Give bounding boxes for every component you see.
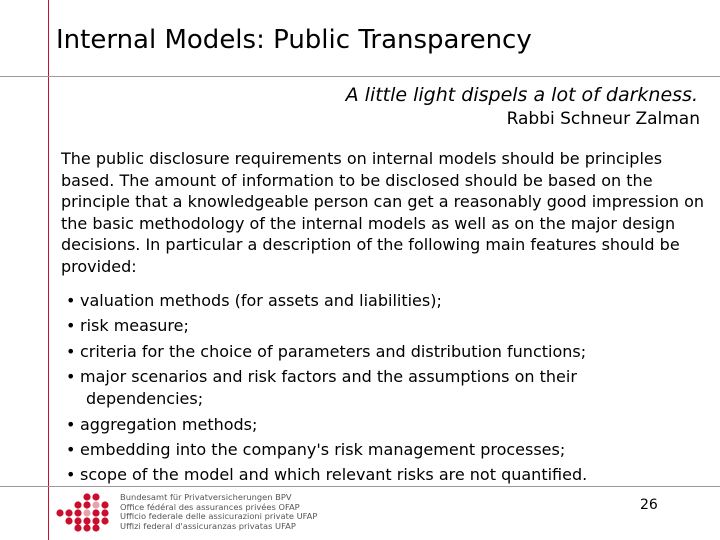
bullet-continuation: dependencies; xyxy=(86,389,204,409)
bullet-item xyxy=(66,414,706,437)
logo-dot xyxy=(92,517,99,524)
logo-dot xyxy=(83,501,90,508)
vertical-accent-line xyxy=(48,0,49,540)
bullet-text: valuation methods (for assets and liabilities); xyxy=(80,291,442,310)
bullet-text: criteria for the choice of parameters and distribution functions; xyxy=(80,341,587,361)
logo-dot xyxy=(101,501,108,508)
bullet-item xyxy=(66,439,706,462)
logo-dot xyxy=(92,509,99,516)
logo-dot xyxy=(83,493,90,500)
logo-dot xyxy=(101,517,108,524)
bullet-text: risk measure; xyxy=(80,316,189,336)
page-number: 26 xyxy=(640,497,658,513)
bullet-text: major scenarios and risk factors and the assumptions on their xyxy=(80,366,577,386)
feature-bullet-list xyxy=(66,290,706,490)
bullet-dot-icon: • xyxy=(66,341,76,361)
bullet-text: aggregation methods; xyxy=(80,414,258,434)
bullet-dot-icon: • xyxy=(66,465,76,485)
bullet-dot-icon: • xyxy=(66,414,76,434)
bullet-item xyxy=(66,464,706,487)
title-divider xyxy=(0,76,720,77)
body-paragraph: The public disclosure requirements on internal models should be principles based. The amount of information to be disclosed should be based on the principle that a knowledgeable person can get a reasonably good impression on the basic methodology of the internal models as well as on the major design decisions. In particular a description of the following main features should be provided: xyxy=(61,149,705,276)
epigraph-quote: A little light dispels a lot of darkness. xyxy=(345,84,698,106)
logo-dot xyxy=(74,501,81,508)
bullet-item xyxy=(66,341,706,364)
bullet-dot-icon: • xyxy=(66,291,76,310)
bullet-dot-icon: • xyxy=(66,439,76,459)
logo-dot xyxy=(83,509,90,516)
bullet-dot-icon: • xyxy=(66,316,76,336)
federal-dots-logo xyxy=(54,492,110,532)
logo-dot xyxy=(74,509,81,516)
bullet-item xyxy=(66,315,706,338)
logo-dot-grid xyxy=(56,493,108,531)
logo-dot xyxy=(74,517,81,524)
org-name-fr: Office fédéral des assurances privées OFAP xyxy=(120,501,300,512)
logo-dot xyxy=(83,524,90,531)
bullet-item xyxy=(66,290,706,313)
org-name-block xyxy=(120,493,317,531)
logo-dot xyxy=(101,509,108,516)
org-name-rm: Uffizi federal d'assicuranzas privatas UFAP xyxy=(120,520,296,531)
bullet-text: scope of the model and which relevant risks are not quantified. xyxy=(80,465,588,485)
bullet-item xyxy=(66,366,706,411)
logo-dot xyxy=(65,517,72,524)
logo-dot xyxy=(92,501,99,508)
logo-dot xyxy=(92,524,99,531)
org-name-de: Bundesamt für Privatversicherungen BPV xyxy=(120,492,292,502)
epigraph-author: Rabbi Schneur Zalman xyxy=(506,109,700,129)
logo-dot xyxy=(83,517,90,524)
logo-dot xyxy=(74,524,81,531)
slide-title: Internal Models: Public Transparency xyxy=(56,25,532,55)
logo-dot xyxy=(92,493,99,500)
bullet-text: embedding into the company's risk management processes; xyxy=(80,439,566,459)
bullet-dot-icon: • xyxy=(66,366,76,386)
logo-dot xyxy=(56,509,63,516)
logo-dot xyxy=(65,509,72,516)
org-name-it: Ufficio federale delle assicurazioni private UFAP xyxy=(120,511,318,522)
